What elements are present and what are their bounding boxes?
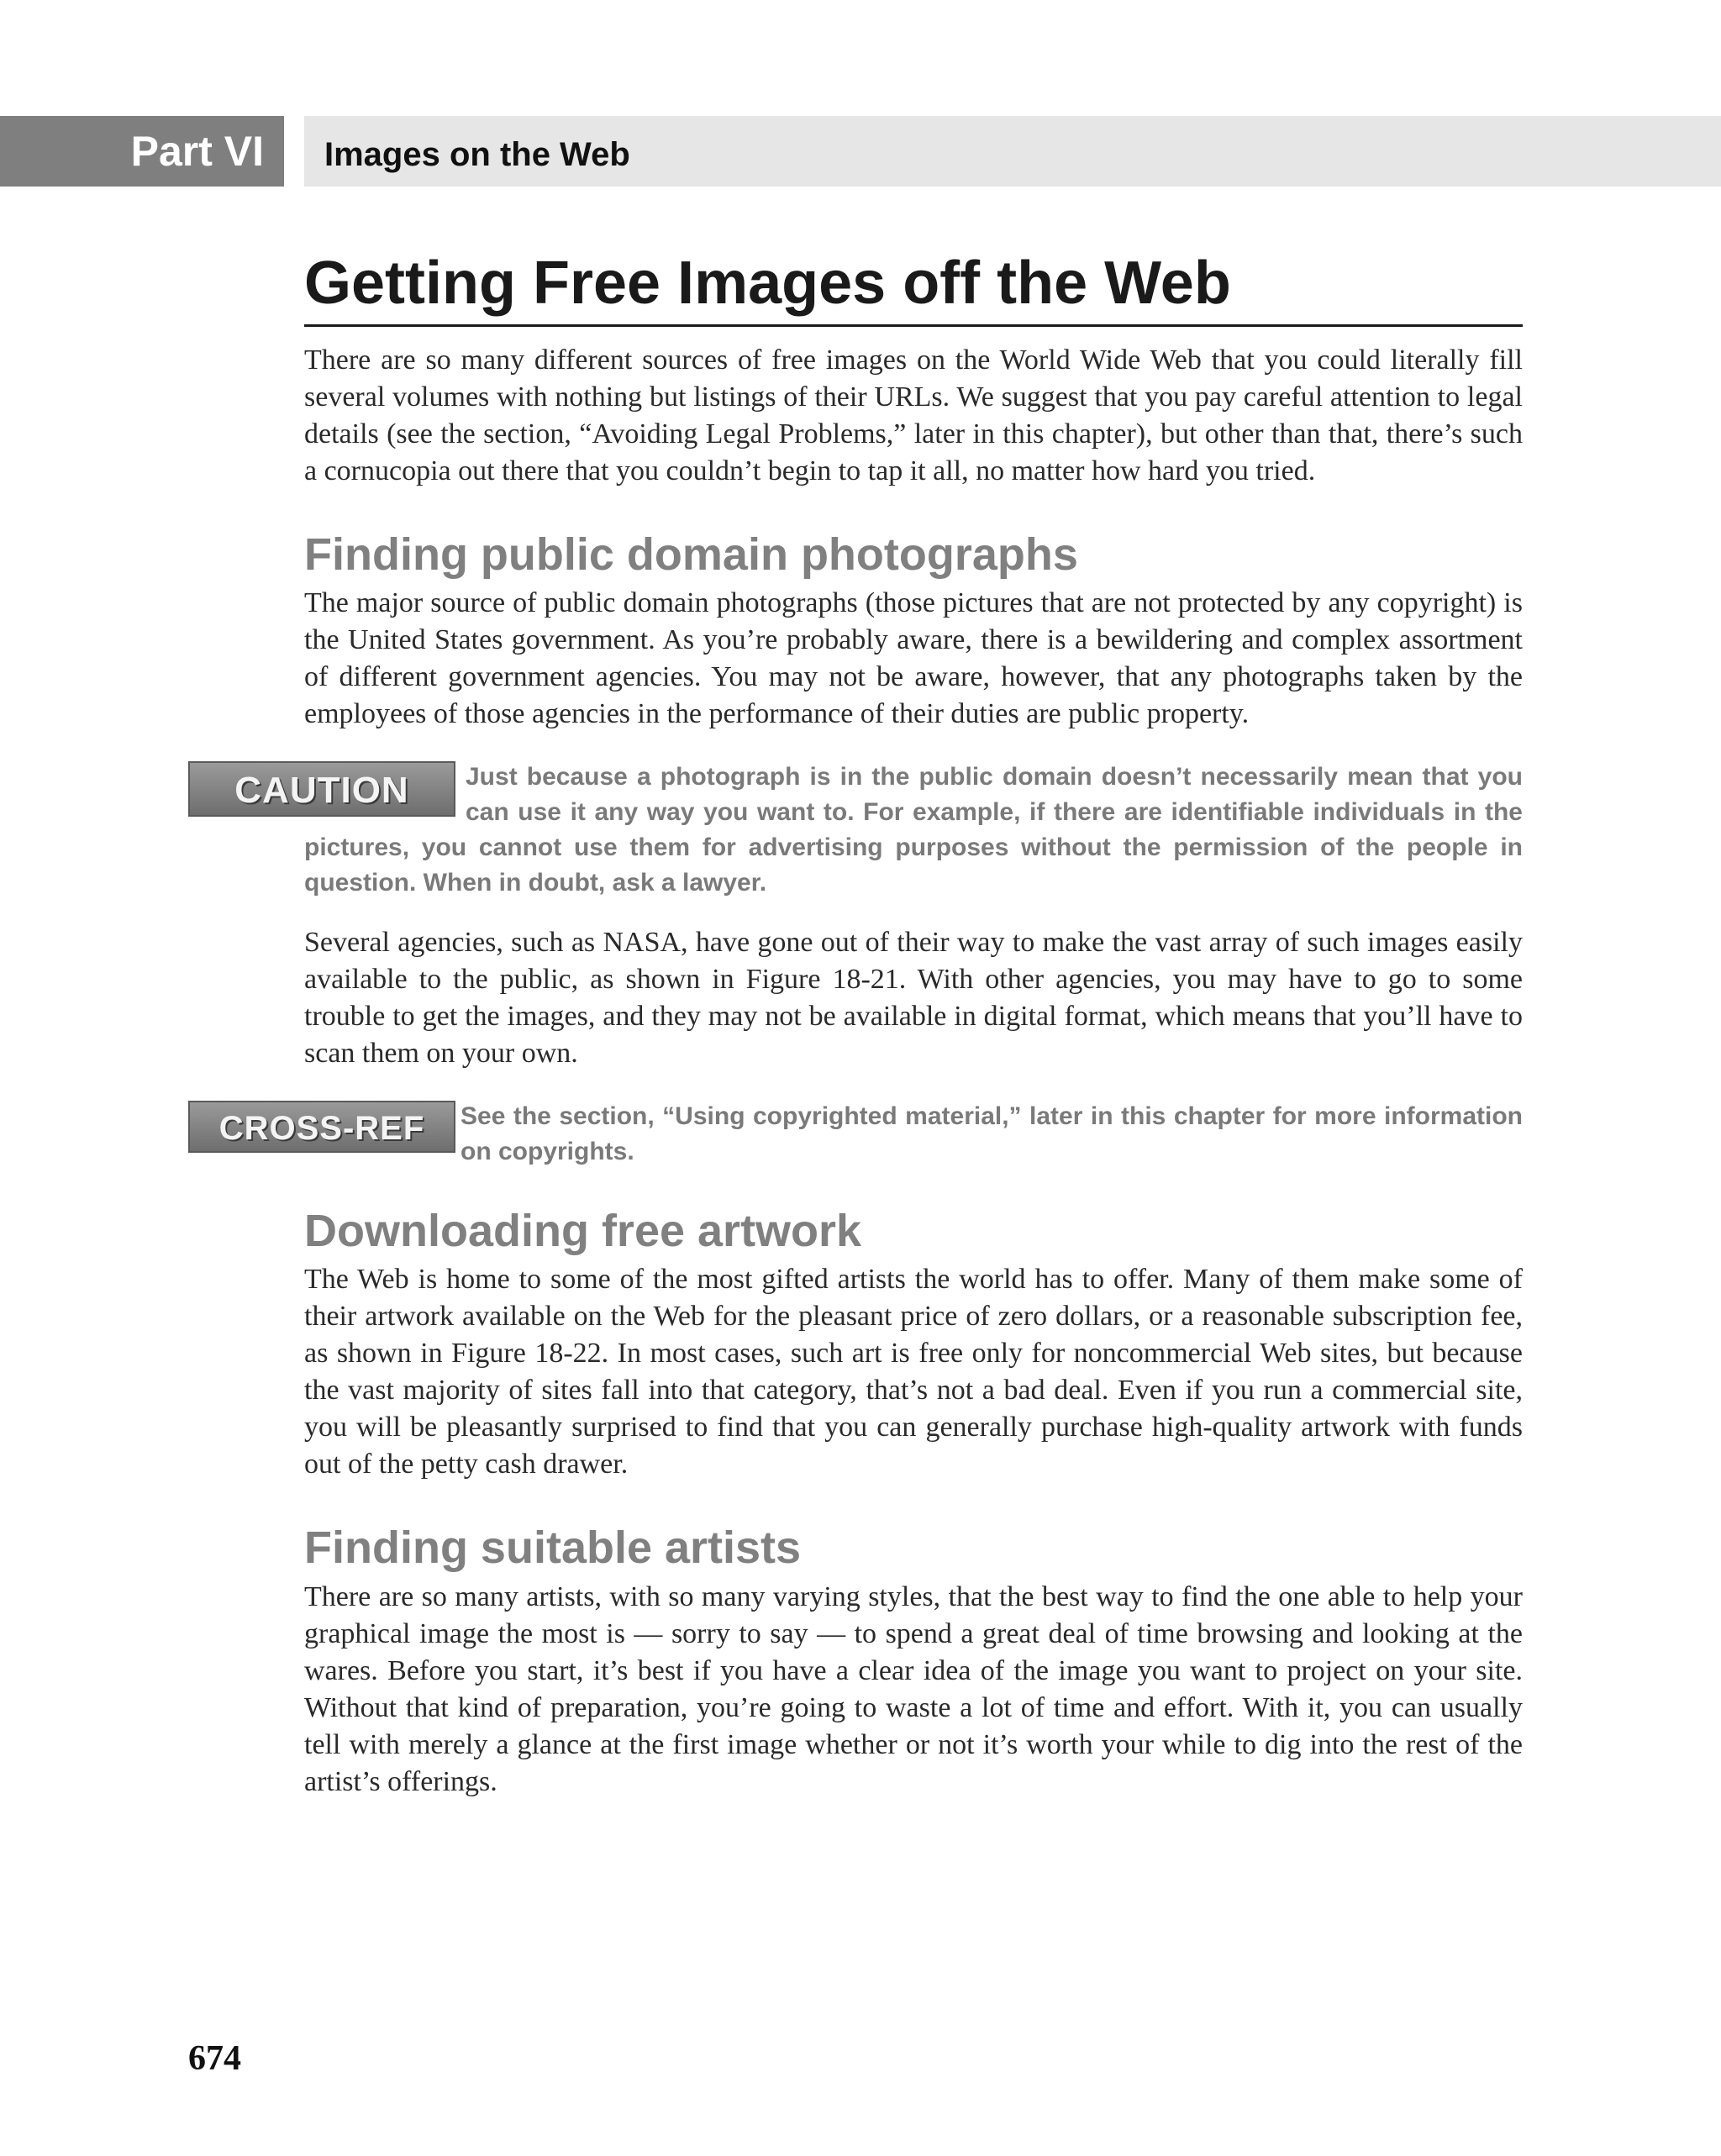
page-number: 674 bbox=[188, 2039, 241, 2078]
part-label: Part VI bbox=[0, 116, 284, 187]
crossref-text: See the section, “Using copyrighted material,” later in this chapter for more information on copyrights. bbox=[461, 1102, 1523, 1165]
chapter-title: Getting Free Images off the Web bbox=[304, 252, 1523, 327]
paragraph-public-domain-2: Several agencies, such as NASA, have gone out of their way to make the vast array of such images easily available to the public, as shown in Figure 18-21. With other agencies, you may have to go to some trouble to get the images, and they may not be available in digital format, which means that you’ll have to scan them on your own. bbox=[304, 926, 1523, 1069]
main-content bbox=[218, 250, 1523, 1801]
crossref-note bbox=[218, 1099, 1523, 1170]
running-header-title: Images on the Web bbox=[324, 136, 630, 173]
intro-paragraph: There are so many different sources of free images on the World Wide Web that you could literally fill several volumes with nothing but listings of their URLs. We suggest that you pay careful attention to legal details (see the section, “Avoiding Legal Problems,” later in this chapter), but other than that, there’s such a cornucopia out there that you couldn’t begin to tap it all, no matter how hard you tried. bbox=[304, 344, 1523, 486]
caution-note bbox=[234, 760, 1523, 901]
crossref-badge: CROSS-REF bbox=[188, 1101, 455, 1153]
paragraph-suitable-artists: There are so many artists, with so many varying styles, that the best way to find the one able to help your graphical image the most is — sorry to say — to spend a great deal of time browsing and looking at the wares. Before you start, it’s best if you have a clear idea of the image you want to project on your site. Without that kind of preparation, you’re going to waste a lot of time and effort. With it, you can usually tell with merely a glance at the first image whether or not it’s worth your while to dig into the rest of the artist’s offerings. bbox=[304, 1580, 1523, 1797]
paragraph-public-domain-1: The major source of public domain photographs (those pictures that are not protected by any copyright) is the United States government. As you’re probably aware, there is a bewildering and complex assortment of different government agencies. You may not be aware, however, that any photographs taken by the employees of those agencies in the performance of their duties are public property. bbox=[304, 586, 1523, 729]
section-heading-public-domain: Finding public domain photographs bbox=[304, 528, 1078, 580]
caution-badge: CAUTION bbox=[188, 761, 455, 817]
caution-text: Just because a photograph is in the public domain doesn’t necessarily mean that you can use it any way you want to. For example, if there are identifiable individuals in the pictures, you cannot use them for advertising purposes without the permission of the people in question. When in doubt, ask a lawyer. bbox=[304, 762, 1523, 897]
section-heading-free-artwork: Downloading free artwork bbox=[304, 1205, 862, 1256]
paragraph-free-artwork: The Web is home to some of the most gifted artists the world has to offer. Many of them make some of their artwork available on the Web for the pleasant price of zero dollars, or a reasonable subscription fee, as shown in Figure 18-22. In most cases, such art is free only for noncommercial Web sites, but because the vast majority of sites fall into that category, that’s not a bad deal. Even if you run a commercial site, you will be pleasantly surprised to find that you can generally purchase high-quality artwork with funds out of the petty cash drawer. bbox=[304, 1264, 1523, 1480]
section-heading-suitable-artists: Finding suitable artists bbox=[304, 1522, 802, 1574]
